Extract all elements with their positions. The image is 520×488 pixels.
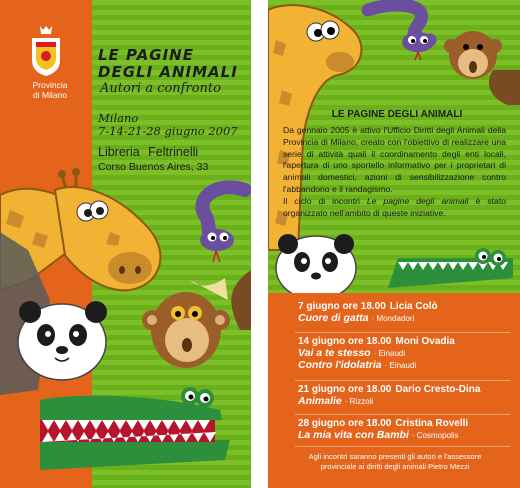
event-date: 28 giugno ore 18.00 [298, 418, 392, 429]
book-publisher: · Einaudi [384, 361, 417, 370]
event-speaker: Cristina Rovelli [395, 418, 469, 429]
monkey-illustration [444, 31, 520, 105]
divider [295, 332, 510, 333]
footer-line2: provinciale ai diritti degli animali Pietro Mezzi [320, 461, 470, 471]
event-item [298, 418, 468, 441]
divider [295, 380, 510, 381]
book-title: La mia vita con Bambi [298, 429, 409, 441]
info-heading: LE PAGINE DEGLI ANIMALI [331, 109, 463, 120]
logo-text [20, 80, 80, 100]
event-date: 7 giugno ore 18.00 [298, 301, 386, 312]
book-title: Contro l'idolatria [298, 359, 382, 371]
event-item [298, 336, 455, 371]
city: Milano [98, 111, 139, 125]
book-publisher: · Rizzoli [344, 397, 374, 406]
book-publisher: · Mondadori [371, 314, 415, 323]
info-paragraph-1: Da gennaio 2005 è attivo l'Ufficio Diritti degli Animali della Provincia di Milano, creato con l'obiettivo di realizzare una serie di attività quali il coordinamento degli enti locali, l'apertura di uno sportello informativo per i proprietari di animali domestici, azioni di sensibilizzazione contro l'abbandono e il randagismo. [283, 125, 506, 194]
footer-line1: Agli incontri saranno presenti gli autori e l'assessore [308, 452, 482, 461]
panda-illustration [18, 301, 107, 380]
monkey-illustration [142, 270, 251, 368]
book-publisher: · Cosmopolis [411, 431, 459, 440]
info-body [283, 125, 506, 219]
event-dates: 7-14-21-28 giugno 2007 [98, 124, 238, 138]
venue: Libreria Feltrinelli [98, 145, 199, 159]
divider [295, 414, 510, 415]
venue-address: Corso Buenos Aires, 33 [98, 161, 209, 173]
book-title: Animalie [298, 395, 342, 407]
event-item [298, 384, 480, 407]
snake-illustration [200, 187, 245, 262]
event-date: 14 giugno ore 18.00 [298, 336, 392, 347]
subtitle: Autori a confronto [100, 81, 221, 96]
logo-text-line1: Provincia [32, 80, 68, 90]
event-speaker: Licia Colò [389, 301, 438, 312]
event-speaker: Moni Ovadia [395, 336, 455, 347]
event-speaker: Dario Cresto-Dina [395, 384, 481, 395]
title-line1: LE PAGINE [98, 46, 194, 64]
event-date: 21 giugno ore 18.00 [298, 384, 392, 395]
divider [295, 446, 510, 447]
crocodile-illustration [40, 387, 230, 470]
footer-note [282, 452, 508, 471]
series-name: Le pagine degli animali [366, 195, 469, 206]
book-title: Vai a te stesso [298, 347, 371, 359]
info-panel [268, 0, 520, 488]
paragraph-2-end: è stato organizzato nell'ambito di queste iniziative. [283, 195, 506, 218]
book-title: Cuore di gatta [298, 312, 369, 324]
provincia-milano-logo [26, 24, 66, 78]
event-item [298, 301, 438, 324]
panda-illustration [276, 234, 356, 300]
snake-illustration [368, 5, 434, 60]
info-paragraph-2 [283, 196, 506, 220]
front-cover-panel [0, 0, 251, 488]
paragraph-2-start: Il ciclo di incontri [283, 195, 367, 206]
book-publisher: · Einaudi [373, 349, 406, 358]
crocodile-illustration [388, 248, 513, 288]
title-line2: DEGLI ANIMALI [98, 63, 238, 81]
logo-text-line2: di Milano [32, 90, 68, 100]
